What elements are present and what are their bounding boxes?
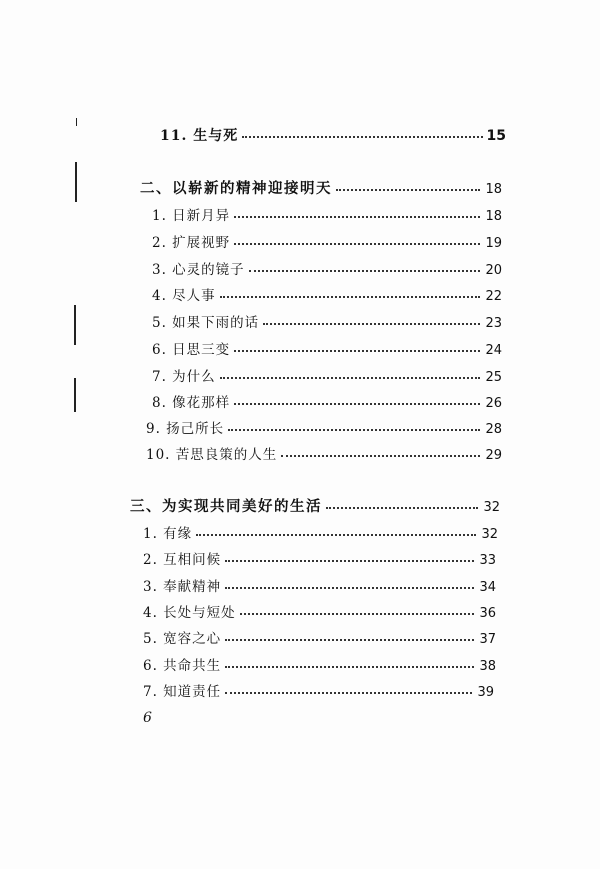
toc-entry-label: 5. 如果下雨的话 [152,315,260,331]
dot-leader [263,313,480,325]
toc-entry-label: 3. 奉献精神 [143,579,222,595]
toc-entry-page: 22 [485,289,502,304]
toc-entry-label: 1. 有缘 [143,526,193,542]
dot-leader [225,577,474,589]
toc-entry-label: 7. 知道责任 [143,684,222,700]
toc-entry-label: 8. 像花那样 [152,395,231,411]
toc-entry-label: 11. 生与死 [160,128,239,144]
dot-leader [225,629,474,641]
toc-entry-page: 23 [485,316,502,331]
dot-leader [234,340,480,352]
toc-entry [152,341,502,360]
toc-entry-page: 19 [485,236,502,251]
toc-entry [152,234,502,253]
toc-entry-label: 10. 苦思良策的人生 [146,447,278,463]
margin-mark [74,378,76,412]
margin-mark [75,162,77,202]
dot-leader [220,367,480,379]
toc-entry [143,525,498,544]
toc-entry [146,420,502,439]
section-heading [130,498,500,517]
toc-entry-page: 29 [485,448,502,463]
toc-entry-page: 39 [477,685,494,700]
toc-entry [152,261,502,280]
dot-leader [281,445,480,457]
toc-entry-page: 38 [479,659,496,674]
margin-mark [74,305,76,345]
toc-entry-page: 36 [479,606,496,621]
dot-leader [196,524,476,536]
toc-entry [143,604,496,623]
toc-entry [152,314,502,333]
section-title: 二、以崭新的精神迎接明天 [140,180,332,197]
toc-entry [152,287,502,306]
dot-leader [336,179,480,191]
toc-entry-page: 37 [479,632,496,647]
toc-entry-label: 5. 宽容之心 [143,631,222,647]
toc-entry-top [160,127,506,145]
toc-entry-page: 26 [485,396,502,411]
toc-entry-page: 18 [485,209,502,224]
toc-entry-label: 6. 共命共生 [143,658,222,674]
dot-leader [249,260,480,272]
section-page: 32 [483,500,500,515]
toc-entry-label: 3. 心灵的镜子 [152,262,245,278]
dot-leader [234,393,480,405]
toc-entry [152,394,502,413]
toc-entry-page: 32 [481,527,498,542]
dot-leader [240,603,474,615]
toc-entry-label: 4. 长处与短处 [143,605,236,621]
dot-leader [242,126,482,138]
page-number: 6 [143,710,152,726]
dot-leader [326,497,478,509]
toc-entry-label: 2. 扩展视野 [152,235,231,251]
toc-entry-label: 1. 日新月异 [152,208,231,224]
toc-entry-page: 33 [479,553,496,568]
toc-entry [152,368,502,387]
dot-leader [225,550,474,562]
toc-entry-page: 28 [485,422,502,437]
toc-entry [143,630,496,649]
toc-entry [143,683,494,702]
toc-entry [143,578,496,597]
toc-entry [143,551,496,570]
toc-entry-label: 7. 为什么 [152,369,216,385]
toc-entry-label: 4. 尽人事 [152,288,216,304]
toc-entry-label: 6. 日思三变 [152,342,231,358]
toc-entry [146,446,502,465]
dot-leader [225,656,474,668]
dot-leader [225,682,472,694]
dot-leader [228,419,480,431]
toc-entry-page: 15 [486,128,506,144]
toc-entry-page: 24 [485,343,502,358]
section-title: 三、为实现共同美好的生活 [130,498,322,515]
margin-mark [76,118,77,126]
dot-leader [234,206,480,218]
toc-entry-label: 2. 互相问候 [143,552,222,568]
toc-entry-page: 34 [479,580,496,595]
toc-entry [152,207,502,226]
toc-entry [143,657,496,676]
section-page: 18 [485,182,502,197]
toc-entry-page: 25 [485,370,502,385]
dot-leader [234,233,480,245]
toc-entry-label: 9. 扬己所长 [146,421,225,437]
dot-leader [220,286,480,298]
toc-entry-page: 20 [485,263,502,278]
section-heading [140,180,502,199]
